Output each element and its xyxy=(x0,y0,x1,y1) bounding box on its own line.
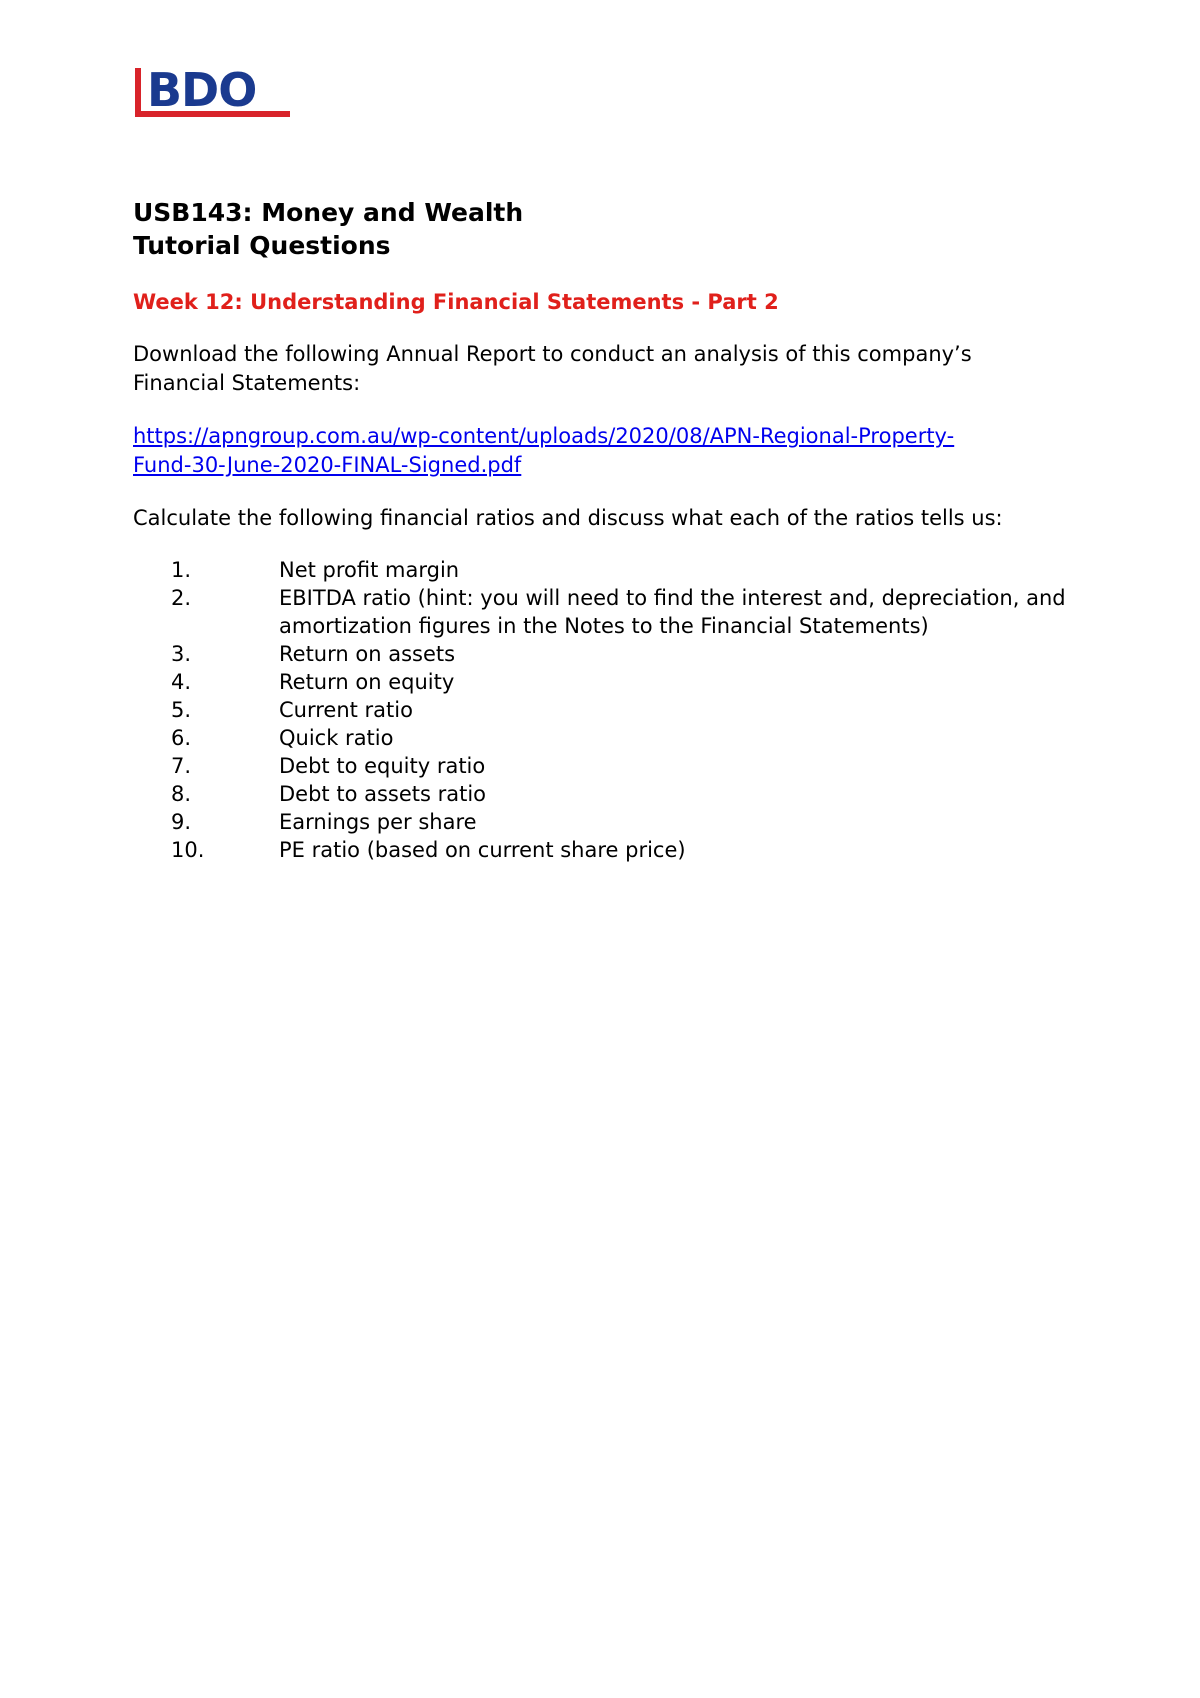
document-subtitle: Tutorial Questions xyxy=(133,231,391,260)
intro-paragraph xyxy=(133,340,1093,398)
link-line-1: https://apngroup.com.au/wp-content/uploads/2020/08/APN-Regional-Property- xyxy=(133,424,955,448)
list-item xyxy=(133,724,1093,752)
bdo-logo xyxy=(133,68,293,130)
item-text: Return on assets xyxy=(279,642,456,666)
item-number: 7. xyxy=(171,754,192,778)
svg-text:BDO: BDO xyxy=(147,68,257,117)
item-number: 10. xyxy=(171,838,205,862)
item-number: 5. xyxy=(171,698,192,722)
list-item xyxy=(133,752,1093,780)
item-number: 4. xyxy=(171,670,192,694)
item-text: Return on equity xyxy=(279,670,455,694)
item-text: Net profit margin xyxy=(279,558,460,582)
list-item xyxy=(133,780,1093,808)
item-text: Debt to assets ratio xyxy=(279,782,487,806)
item-text: EBITDA ratio (hint: you will need to find the interest and, depreciation, and amortization figures in the Notes to the Financial Statements) xyxy=(279,586,1066,638)
intro-line-1: Download the following Annual Report to conduct an analysis of this company’s xyxy=(133,342,972,366)
instruction-text: Calculate the following financial ratios and discuss what each of the ratios tells us: xyxy=(133,506,1003,530)
annual-report-link[interactable] xyxy=(133,422,1093,480)
item-number: 1. xyxy=(171,558,192,582)
item-number: 8. xyxy=(171,782,192,806)
item-text: Earnings per share xyxy=(279,810,477,834)
list-item xyxy=(133,836,1093,864)
list-item xyxy=(133,668,1093,696)
list-item xyxy=(133,584,1093,640)
item-number: 9. xyxy=(171,810,192,834)
list-item xyxy=(133,556,1093,584)
item-text: Current ratio xyxy=(279,698,413,722)
item-text: Quick ratio xyxy=(279,726,394,750)
document-body xyxy=(133,196,1093,864)
list-item xyxy=(133,640,1093,668)
course-title: USB143: Money and Wealth xyxy=(133,198,524,227)
week-heading: Week 12: Understanding Financial Statements - Part 2 xyxy=(133,290,779,314)
item-text: Debt to equity ratio xyxy=(279,754,486,778)
item-number: 3. xyxy=(171,642,192,666)
link-line-2: Fund-30-June-2020-FINAL-Signed.pdf xyxy=(133,453,522,477)
list-item xyxy=(133,696,1093,724)
item-number: 2. xyxy=(171,586,192,610)
list-item xyxy=(133,808,1093,836)
item-text: PE ratio (based on current share price) xyxy=(279,838,686,862)
item-number: 6. xyxy=(171,726,192,750)
intro-line-2: Financial Statements: xyxy=(133,371,361,395)
ratio-list xyxy=(133,556,1093,864)
